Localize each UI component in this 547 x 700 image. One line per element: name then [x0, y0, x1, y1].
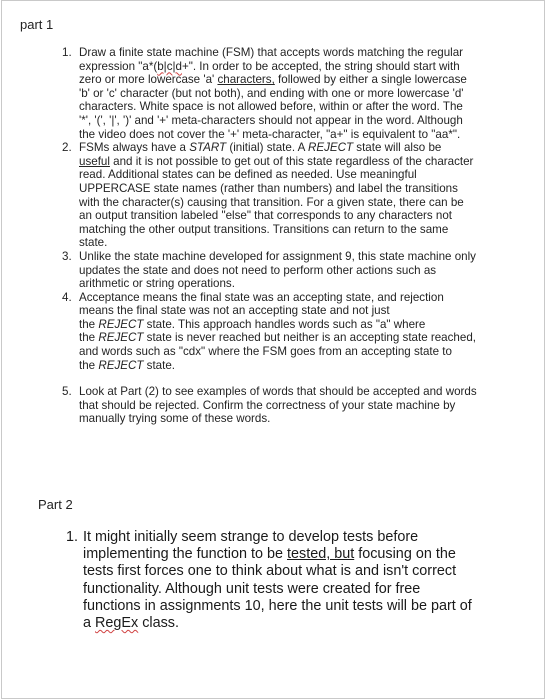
- item-text: [83, 529, 526, 632]
- text-line: the REJECT state is never reached but neither is an accepting state reached,: [79, 331, 476, 345]
- text-line: an output transition labeled "else" that corresponds to any characters not: [79, 209, 453, 223]
- text-line: the REJECT state.: [79, 358, 176, 372]
- part2-list: [66, 529, 526, 632]
- item-number: 5.: [62, 385, 72, 399]
- text-line: Draw a finite state machine (FSM) that accepts words matching the regular: [79, 46, 464, 59]
- item-number: 2.: [62, 141, 72, 155]
- text-line: expression "a*(b|c|d+". In order to be accepted, the string should start with: [79, 59, 460, 73]
- text-line: Unlike the state machine developed for assignment 9, this state machine only: [79, 249, 476, 263]
- item-number: 1.: [66, 529, 79, 545]
- list-item: [62, 141, 532, 250]
- text-line: the video does not cover the '+' meta-character, "a+" is equivalent to "aa*".: [79, 127, 461, 141]
- text-line: with the character(s) causing that transition. For a given state, there can be: [79, 195, 464, 209]
- text-line: It might initially seem strange to develop tests before: [83, 529, 419, 545]
- text-line: characters. White space is not allowed before, within or after the word. The: [79, 100, 463, 114]
- list-item: [62, 46, 532, 141]
- link-characters[interactable]: characters,: [217, 73, 275, 87]
- text-line: tests first forces one to think about what is and isn't correct: [83, 563, 457, 580]
- item-number: 1.: [62, 46, 72, 59]
- link-useful[interactable]: useful: [79, 154, 110, 168]
- regex-fragment: b|c|d: [157, 59, 182, 73]
- text-line: functions in assignments 10, here the unit tests will be part of: [83, 597, 472, 614]
- item-number: 4.: [62, 290, 72, 304]
- list-item: [62, 250, 532, 291]
- item-text: [79, 46, 532, 141]
- text-line: that should be rejected. Confirm the correctness of your state machine by: [79, 398, 456, 412]
- part1-list: [62, 46, 532, 426]
- text-line: UPPERCASE state names (rather than numbers) and label the transitions: [79, 181, 458, 195]
- text-line: manually trying some of these words.: [79, 412, 271, 426]
- link-tested-but[interactable]: tested, but: [287, 546, 355, 563]
- list-item: [62, 291, 532, 373]
- text-line: FSMs always have a START (initial) state. A REJECT state will also be: [79, 141, 442, 155]
- item-number: 3.: [62, 249, 72, 263]
- item-text: [79, 385, 532, 426]
- text-line: Look at Part (2) to see examples of words that should be accepted and words: [79, 385, 477, 399]
- text-line: 'b' or 'c' character (but not both), and ending with one or more lowercase 'd': [79, 86, 464, 100]
- item-text: [79, 291, 532, 373]
- text-line: matching the other output transitions. Transitions can return to the same: [79, 222, 449, 236]
- text-line: functionality. Although unit tests were created for free: [83, 580, 421, 597]
- text-line: state.: [79, 236, 108, 250]
- text-line: updates the state and does not need to perform other actions such as: [79, 263, 437, 277]
- text-line: means the final state was not an accepting state and not just: [79, 304, 390, 318]
- text-line: '*', '(', '|', ')' and '+' meta-characters should not appear in the word. Although: [79, 113, 463, 127]
- text-line: read. Additional states can be defined as needed. Use meaningful: [79, 168, 417, 182]
- document-page: [1, 0, 545, 699]
- regex-class-name: RegEx: [95, 615, 139, 632]
- text-line: Acceptance means the final state was an accepting state, and rejection: [79, 290, 444, 304]
- text-line: arithmetic or string operations.: [79, 277, 235, 291]
- item-text: [79, 250, 532, 291]
- part1-heading: part 1: [20, 17, 54, 32]
- text-line: the REJECT state. This approach handles words such as "a" where: [79, 317, 426, 331]
- list-item: [62, 385, 532, 426]
- part2-heading: Part 2: [38, 497, 73, 512]
- text-line: zero or more lowercase 'a' characters, followed by either a single lowercase: [79, 73, 467, 87]
- list-item: [66, 529, 526, 632]
- item-text: [79, 141, 532, 250]
- text-line: useful and it is not possible to get out of this state regardless of the character: [79, 154, 474, 168]
- text-line: and words such as "cdx" where the FSM goes from an accepting state to: [79, 345, 452, 359]
- text-line: a RegEx class.: [83, 615, 180, 632]
- text-line: implementing the function to be tested, but focusing on the: [83, 546, 456, 563]
